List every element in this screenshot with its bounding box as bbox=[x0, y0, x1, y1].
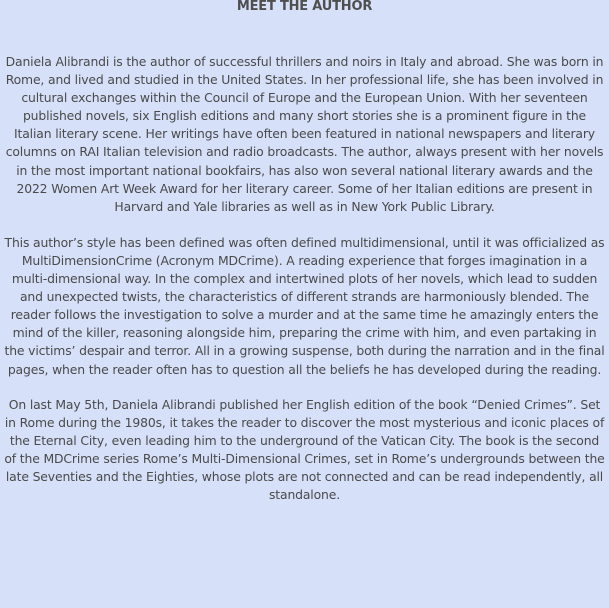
book-paragraph: On last May 5th, Daniela Alibrandi published her English edition of the book “Denied Crimes”. Set in Rome during the 1980s, it takes the reader to discover the most mysterious and iconic places of the Eternal City, even leading him to the underground of the Vatican City. The book is the second of the MDCrime series Rome’s Multi-Dimensional Crimes, set in Rome’s undergrounds between the late Seventies and the Eighties, whose plots are not connected and can be read independently, all standalone. bbox=[4, 396, 605, 503]
style-paragraph: This author’s style has been defined was often defined multidimensional, until it was officialized as MultiDimensionCrime (Acronym MDCrime). A reading experience that forges imagination in a multi-dimensional way. In the complex and intertwined plots of her novels, which lead to sudden and unexpected twists, the characteristics of different strands are harmoniously blended. The reader follows the investigation to solve a murder and at the same time he amazingly enters the mind of the killer, reasoning alongside him, preparing the crime with him, and even partaking in the victims’ despair and terror. All in a growing suspense, both during the narration and in the final pages, when the reader often has to question all the beliefs he has developed during the reading. bbox=[4, 234, 605, 377]
section-heading: MEET THE AUTHOR bbox=[236, 0, 373, 14]
bio-paragraph: Daniela Alibrandi is the author of successful thrillers and noirs in Italy and abroad. She was born in Rome, and lived and studied in the United States. In her professional life, she has been involved in cultural exchanges within the Council of Europe and the European Union. With her seventeen published novels, six English editions and many short stories she is a prominent figure in the Italian literary scene. Her writings have often been featured in national newspapers and literary columns on RAI Italian television and radio broadcasts. The author, always present with her novels in the most important national bookfairs, has also won several national literary awards and the 2022 Women Art Week Award for her literary career. Some of her Italian editions are present in Harvard and Yale libraries as well as in New York Public Library. bbox=[5, 54, 604, 214]
